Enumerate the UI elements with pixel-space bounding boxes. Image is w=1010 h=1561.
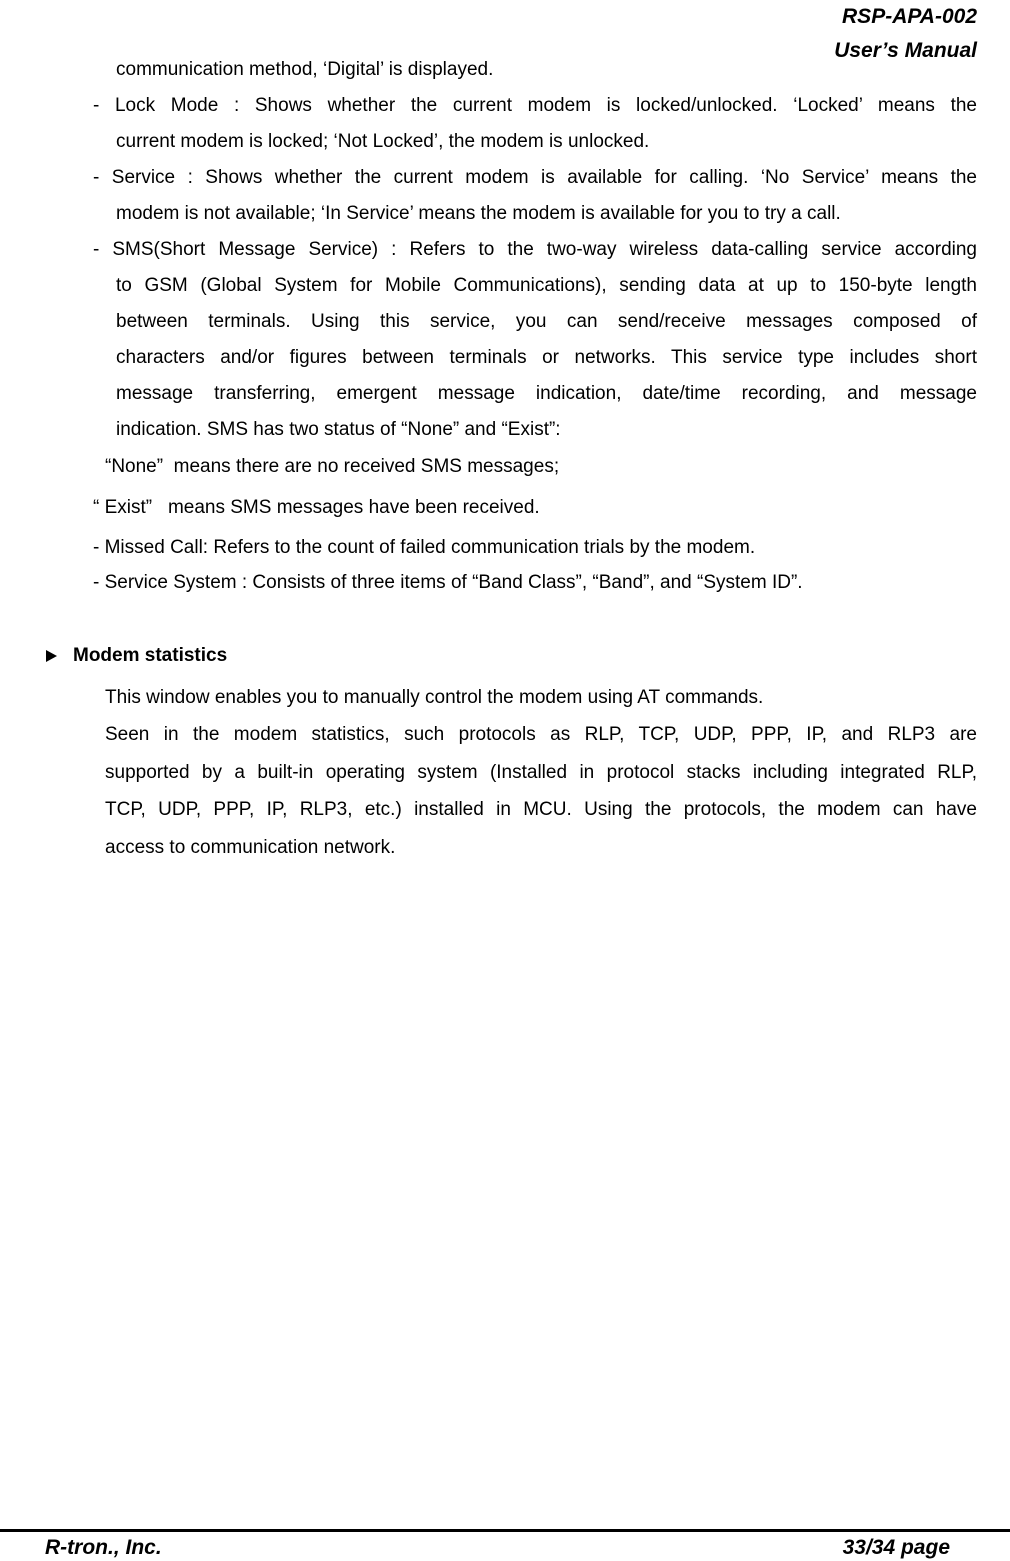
document-header <box>834 0 977 68</box>
section-paragraph-1: This window enables you to manually control the modem using AT commands. <box>105 687 764 708</box>
triangle-bullet-icon <box>46 650 57 662</box>
section-paragraph-2-line-1: Seen in the modem statistics, such protocols as RLP, TCP, UDP, PPP, IP, and RLP3 are <box>105 724 977 745</box>
section-paragraph-2-line-3: TCP, UDP, PPP, IP, RLP3, etc.) installed in MCU. Using the protocols, the modem can have <box>105 799 977 820</box>
sms-line-6: indication. SMS has two status of “None” and “Exist”: <box>116 419 561 440</box>
service-system-line: - Service System : Consists of three items of “Band Class”, “Band”, and “System ID”. <box>93 572 803 593</box>
section-title: Modem statistics <box>73 645 228 666</box>
sms-line-2: to GSM (Global System for Mobile Communications), sending data at up to 150-byte length <box>116 275 977 296</box>
lock-mode-line: - Lock Mode : Shows whether the current modem is locked/unlocked. ‘Locked’ means the <box>93 95 977 116</box>
section-paragraph-2-line-4: access to communication network. <box>105 837 396 858</box>
service-continuation: modem is not available; ‘In Service’ means the modem is available for you to try a call. <box>116 203 841 224</box>
sms-exist-status: “ Exist” means SMS messages have been received. <box>93 497 540 518</box>
document-type: User’s Manual <box>834 39 977 62</box>
section-paragraph-2-line-2: supported by a built-in operating system (Installed in protocol stacks including integrated RLP, <box>105 762 977 783</box>
sms-line: - SMS(Short Message Service) : Refers to the two-way wireless data-calling service according <box>93 239 977 260</box>
missed-call-line: - Missed Call: Refers to the count of failed communication trials by the modem. <box>93 537 756 558</box>
footer-page-number: 33/34 page <box>842 1536 950 1559</box>
sms-line-5: message transferring, emergent message indication, date/time recording, and message <box>116 383 977 404</box>
sms-line-4: characters and/or figures between terminals or networks. This service type includes short <box>116 347 977 368</box>
footer-divider <box>0 1529 1010 1532</box>
document-id: RSP-APA-002 <box>842 5 977 28</box>
sms-line-3: between terminals. Using this service, you can send/receive messages composed of <box>116 311 977 332</box>
service-line: - Service : Shows whether the current modem is available for calling. ‘No Service’ means the <box>93 167 977 188</box>
sms-none-status: “None” means there are no received SMS messages; <box>105 456 560 477</box>
section-heading <box>46 644 227 668</box>
footer-company: R-tron., Inc. <box>45 1536 162 1559</box>
body-line-1: communication method, ‘Digital’ is displayed. <box>116 59 494 80</box>
lock-mode-continuation: current modem is locked; ‘Not Locked’, the modem is unlocked. <box>116 131 650 152</box>
